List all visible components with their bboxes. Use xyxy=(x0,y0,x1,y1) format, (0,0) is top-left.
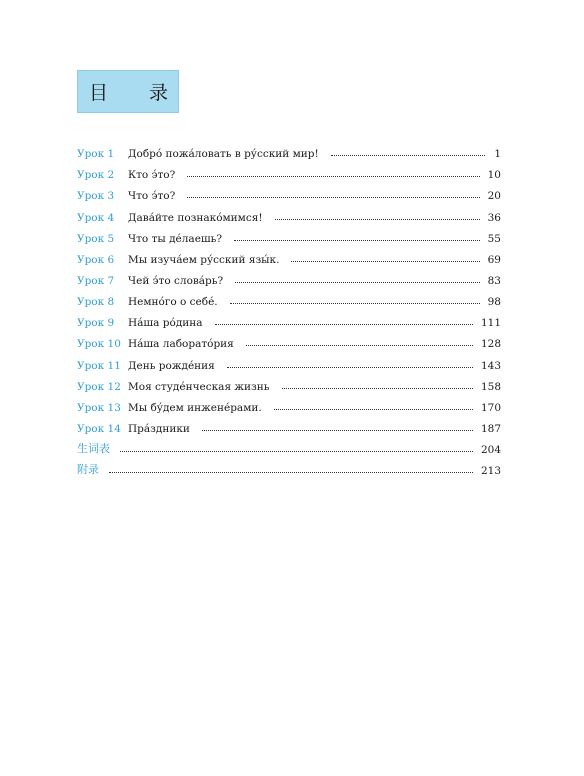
toc-entry-lesson-2[interactable] xyxy=(77,160,501,181)
dot-leader xyxy=(120,451,473,452)
dot-leader xyxy=(291,261,479,262)
toc-list xyxy=(77,139,501,477)
toc-entry-lesson-3[interactable] xyxy=(77,181,501,202)
toc-entry-lesson-13[interactable] xyxy=(77,393,501,414)
toc-entry-lesson-7[interactable] xyxy=(77,266,501,287)
page-number: 20 xyxy=(487,190,501,203)
toc-entry-lesson-5[interactable] xyxy=(77,224,501,245)
toc-entry-lesson-4[interactable] xyxy=(77,202,501,223)
lesson-number: Урок 8 xyxy=(77,296,115,309)
dot-leader xyxy=(230,303,480,304)
toc-heading xyxy=(77,70,179,113)
lesson-title: Мы бу́дем инжене́рами. xyxy=(128,401,262,414)
lesson-title: Мы изуча́ем ру́сский язы́к. xyxy=(128,253,280,266)
page-number: 143 xyxy=(480,359,501,372)
dot-leader xyxy=(109,472,473,473)
page-number: 213 xyxy=(480,465,501,478)
dot-leader xyxy=(187,197,479,198)
lesson-number: Урок 7 xyxy=(77,274,115,287)
lesson-title: Чей э́то слова́рь? xyxy=(128,274,224,287)
toc-entry-lesson-1[interactable] xyxy=(77,139,501,160)
lesson-title: Моя студе́нческая жизнь xyxy=(128,380,270,393)
appendix-label: 附录 xyxy=(77,463,99,477)
page-number: 1 xyxy=(494,148,501,161)
lesson-title: Что э́то? xyxy=(128,190,176,203)
lesson-title: Дава́йте познако́мимся! xyxy=(128,211,263,224)
lesson-number: Урок 6 xyxy=(77,253,115,266)
toc-entry-lesson-11[interactable] xyxy=(77,350,501,371)
toc-entry-lesson-6[interactable] xyxy=(77,245,501,266)
lesson-title: День рожде́ния xyxy=(128,359,215,372)
lesson-number: Урок 14 xyxy=(77,422,121,435)
lesson-number: Урок 10 xyxy=(77,338,121,351)
lesson-number: Урок 9 xyxy=(77,317,115,330)
page-number: 55 xyxy=(487,232,501,245)
dot-leader xyxy=(215,324,473,325)
page-number: 10 xyxy=(487,169,501,182)
dot-leader xyxy=(275,219,480,220)
lesson-title: На́ша ро́дина xyxy=(128,317,203,330)
lesson-number: Урок 13 xyxy=(77,401,121,414)
toc-entry-lesson-10[interactable] xyxy=(77,329,501,350)
lesson-title: Что ты де́лаешь? xyxy=(128,232,223,245)
toc-heading-char-1: 目 xyxy=(89,82,109,104)
toc-heading-char-2: 录 xyxy=(148,82,168,104)
lesson-title: Немно́го о себе́. xyxy=(128,296,218,309)
lesson-number: Урок 3 xyxy=(77,190,115,203)
lesson-number: Урок 12 xyxy=(77,380,121,393)
page-number: 83 xyxy=(487,274,501,287)
dot-leader xyxy=(187,176,479,177)
appendix-label: 生词表 xyxy=(77,442,110,456)
lesson-title: Добро́ пожа́ловать в ру́сский мир! xyxy=(128,148,319,161)
toc-entry-lesson-9[interactable] xyxy=(77,308,501,329)
page-number: 187 xyxy=(480,422,501,435)
page-number: 204 xyxy=(480,444,501,457)
dot-leader xyxy=(274,409,473,410)
page-number: 170 xyxy=(480,401,501,414)
page-number: 158 xyxy=(480,380,501,393)
dot-leader xyxy=(282,388,473,389)
toc-entry-lesson-14[interactable] xyxy=(77,414,501,435)
toc-entry-lesson-8[interactable] xyxy=(77,287,501,308)
toc-entry-appendix[interactable] xyxy=(77,456,501,477)
lesson-number: Урок 4 xyxy=(77,211,115,224)
dot-leader xyxy=(227,367,473,368)
page-number: 98 xyxy=(487,296,501,309)
lesson-number: Урок 2 xyxy=(77,169,115,182)
lesson-title: На́ша лаборато́рия xyxy=(128,338,234,351)
lesson-title: Кто э́то? xyxy=(128,169,176,182)
page-number: 36 xyxy=(487,211,501,224)
lesson-number: Урок 1 xyxy=(77,148,115,161)
toc-entry-lesson-12[interactable] xyxy=(77,372,501,393)
lesson-title: Пра́здники xyxy=(128,422,190,435)
dot-leader xyxy=(331,155,485,156)
dot-leader xyxy=(234,240,480,241)
page-number: 111 xyxy=(480,317,501,330)
page-number: 69 xyxy=(487,253,501,266)
lesson-number: Урок 11 xyxy=(77,359,121,372)
toc-entry-glossary[interactable] xyxy=(77,435,501,456)
dot-leader xyxy=(235,282,479,283)
dot-leader xyxy=(202,430,473,431)
lesson-number: Урок 5 xyxy=(77,232,115,245)
page-number: 128 xyxy=(480,338,501,351)
dot-leader xyxy=(246,345,473,346)
